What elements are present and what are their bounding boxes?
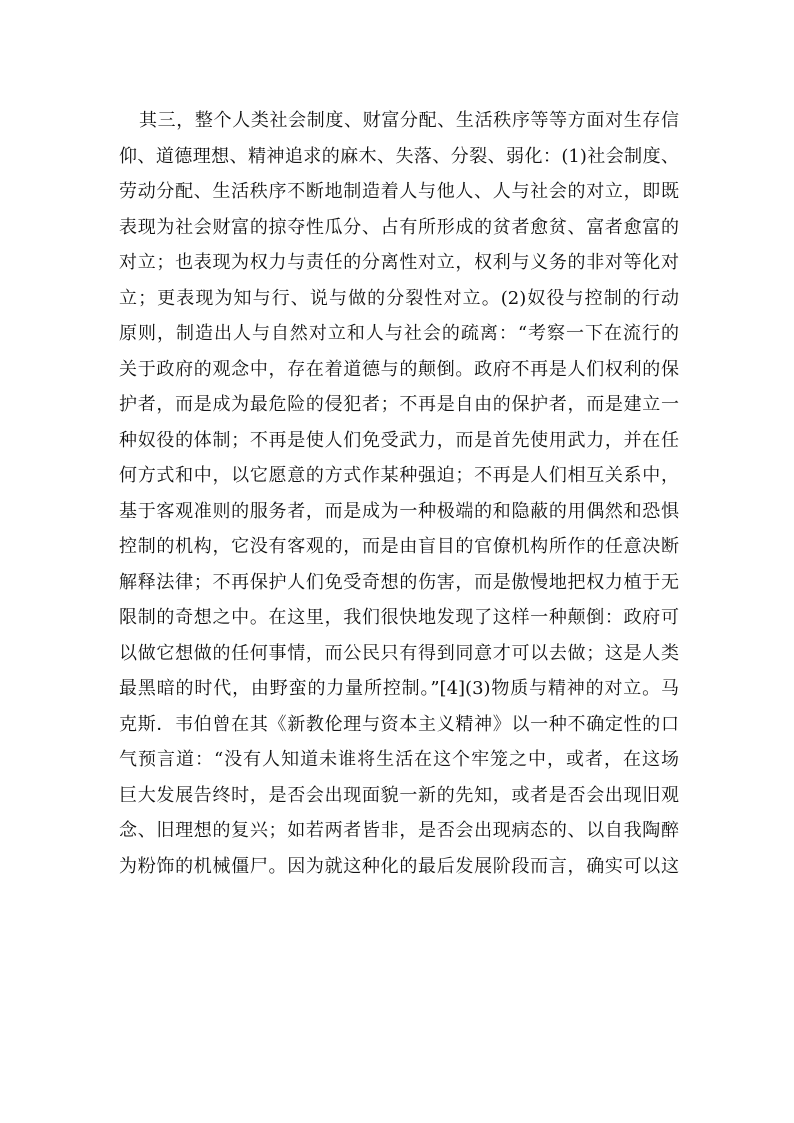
body-paragraph xyxy=(119,103,679,884)
text-line: 气预言道：“没有人知道未谁将生活在这个牢笼之中，或者，在这场 xyxy=(119,749,679,770)
text-line: 其三，整个人类社会制度、财富分配、生活秩序等等方面对生存信 xyxy=(139,110,679,131)
text-line: 限制的奇想之中。在这里，我们很快地发现了这样一种颠倒：政府可 xyxy=(119,607,679,628)
text-line: 关于政府的观念中，存在着道德与的颠倒。政府不再是人们权利的保 xyxy=(119,358,679,380)
text-line: 表现为社会财富的掠夺性瓜分、占有所形成的贫者愈贫、富者愈富的 xyxy=(119,216,679,238)
text-line: 护者，而是成为最危险的侵犯者；不再是自由的保护者，而是建立一 xyxy=(119,394,679,415)
text-line: 为粉饰的机械僵尸。因为就这种化的最后发展阶段而言，确实可以这 xyxy=(119,855,679,877)
text-line: 控制的机构，它没有客观的，而是由盲目的官僚机构所作的任意决断 xyxy=(119,536,679,557)
text-line: 以做它想做的任何事情，而公民只有得到同意才可以去做；这是人类 xyxy=(119,642,679,664)
text-line: 巨大发展告终时，是否会出现面貌一新的先知，或者是否会出现旧观 xyxy=(119,784,679,806)
text-line: 立；更表现为知与行、说与做的分裂性对立。(2)奴役与控制的行动 xyxy=(119,287,679,309)
text-line: 种奴役的体制；不再是使人们免受武力，而是首先使用武力，并在任 xyxy=(119,429,679,451)
text-line: 劳动分配、生活秩序不断地制造着人与他人、人与社会的对立，即既 xyxy=(119,181,679,202)
text-line: 原则，制造出人与自然对立和人与社会的疏离：“考察一下在流行的 xyxy=(119,323,679,344)
text-line: 念、旧理想的复兴；如若两者皆非，是否会出现病态的、以自我陶醉 xyxy=(119,820,679,841)
text-line: 仰、道德理想、精神追求的麻木、失落、分裂、弱化：(1)社会制度、 xyxy=(119,145,679,167)
text-line: 何方式和中，以它愿意的方式作某种强迫；不再是人们相互关系中， xyxy=(119,465,679,486)
text-line: 克斯．韦伯曾在其《新教伦理与资本主义精神》以一种不确定性的口 xyxy=(119,713,679,735)
text-line: 最黑暗的时代，由野蛮的力量所控制。”[4](3)物质与精神的对立。马 xyxy=(119,678,679,699)
text-line: 对立；也表现为权力与责任的分离性对立，权利与义务的非对等化对 xyxy=(119,252,679,273)
text-line: 解释法律；不再保护人们免受奇想的伤害，而是傲慢地把权力植于无 xyxy=(119,571,679,593)
text-line: 基于客观准则的服务者，而是成为一种极端的和隐蔽的用偶然和恐惧 xyxy=(119,500,679,522)
